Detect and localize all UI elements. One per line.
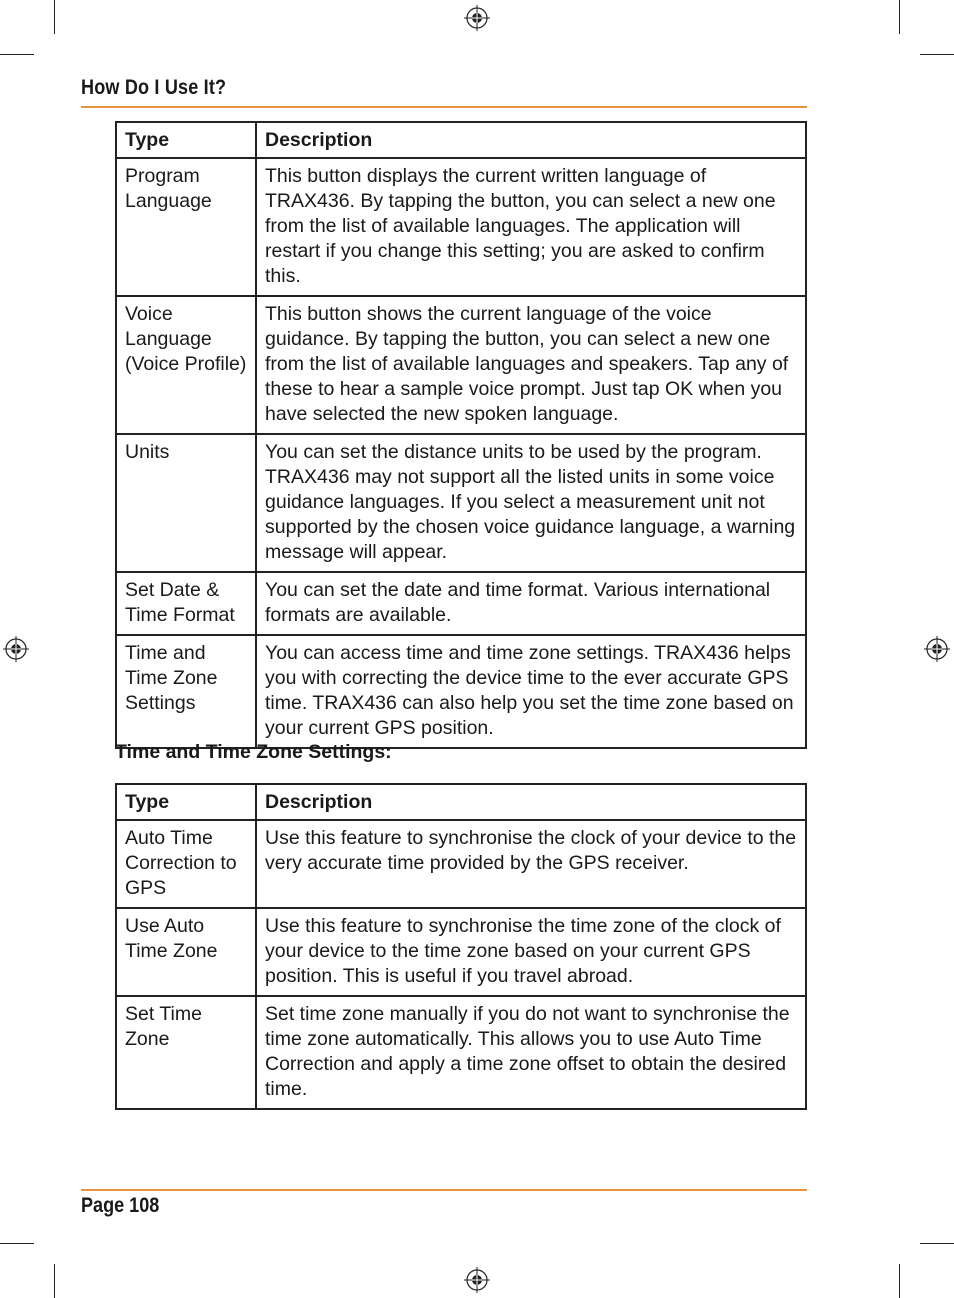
- row-description: You can set the date and time format. Various international formats are available.: [256, 572, 806, 635]
- row-description: This button displays the current written language of TRAX436. By tapping the button, you can select a new one from the list of available languages. The application will restart if you change this setting; you are asked to confirm this.: [256, 158, 806, 296]
- table-row: [116, 434, 806, 572]
- row-description: Set time zone manually if you do not want to synchronise the time zone automatically. This allows you to use Auto Time Correction and apply a time zone offset to obtain the desired time.: [256, 996, 806, 1109]
- table-row: [116, 908, 806, 996]
- registration-mark-icon: [463, 4, 491, 32]
- row-type: Set Date & Time Format: [116, 572, 256, 635]
- registration-mark-icon: [923, 635, 951, 663]
- crop-mark: [920, 1243, 954, 1244]
- column-header-type: Type: [116, 784, 256, 820]
- table-row: [116, 296, 806, 434]
- time-zone-table: [115, 783, 807, 1110]
- table-header-row: [116, 122, 806, 158]
- column-header-type: Type: [116, 122, 256, 158]
- table-row: [116, 572, 806, 635]
- row-description: Use this feature to synchronise the time zone of the clock of your device to the time zone based on your current GPS position. This is useful if you travel abroad.: [256, 908, 806, 996]
- section-heading: Time and Time Zone Settings:: [115, 741, 392, 763]
- crop-mark: [899, 1264, 900, 1298]
- registration-mark-icon: [2, 635, 30, 663]
- row-description: You can access time and time zone settings. TRAX436 helps you with correcting the device time to the ever accurate GPS time. TRAX436 can also help you set the time zone based on your current GPS position.: [256, 635, 806, 748]
- column-header-description: Description: [256, 784, 806, 820]
- table-header-row: [116, 784, 806, 820]
- row-type: Use Auto Time Zone: [116, 908, 256, 996]
- footer-rule: [81, 1189, 807, 1191]
- row-type: Program Language: [116, 158, 256, 296]
- crop-mark: [54, 1264, 55, 1298]
- settings-table: [115, 121, 807, 749]
- table-row: [116, 820, 806, 908]
- crop-mark: [0, 54, 34, 55]
- page-number: Page 108: [81, 1194, 160, 1217]
- header-rule: [81, 106, 807, 108]
- row-type: Auto Time Correction to GPS: [116, 820, 256, 908]
- page-header-title: How Do I Use It?: [81, 76, 227, 99]
- table-row: [116, 635, 806, 748]
- row-description: This button shows the current language of the voice guidance. By tapping the button, you can select a new one from the list of available languages and speakers. Tap any of these to hear a sample voice prompt. Just tap OK when you have selected the new spoken language.: [256, 296, 806, 434]
- column-header-description: Description: [256, 122, 806, 158]
- table-row: [116, 996, 806, 1109]
- crop-mark: [54, 0, 55, 34]
- row-type: Voice Language (Voice Profile): [116, 296, 256, 434]
- row-type: Set Time Zone: [116, 996, 256, 1109]
- row-description: You can set the distance units to be used by the program. TRAX436 may not support all the listed units in some voice guidance languages. If you select a measurement unit not supported by the chosen voice guidance language, a warning message will appear.: [256, 434, 806, 572]
- row-description: Use this feature to synchronise the clock of your device to the very accurate time provided by the GPS receiver.: [256, 820, 806, 908]
- crop-mark: [0, 1243, 34, 1244]
- row-type: Units: [116, 434, 256, 572]
- table-row: [116, 158, 806, 296]
- registration-mark-icon: [463, 1266, 491, 1294]
- row-type: Time and Time Zone Settings: [116, 635, 256, 748]
- crop-mark: [899, 0, 900, 34]
- crop-mark: [920, 54, 954, 55]
